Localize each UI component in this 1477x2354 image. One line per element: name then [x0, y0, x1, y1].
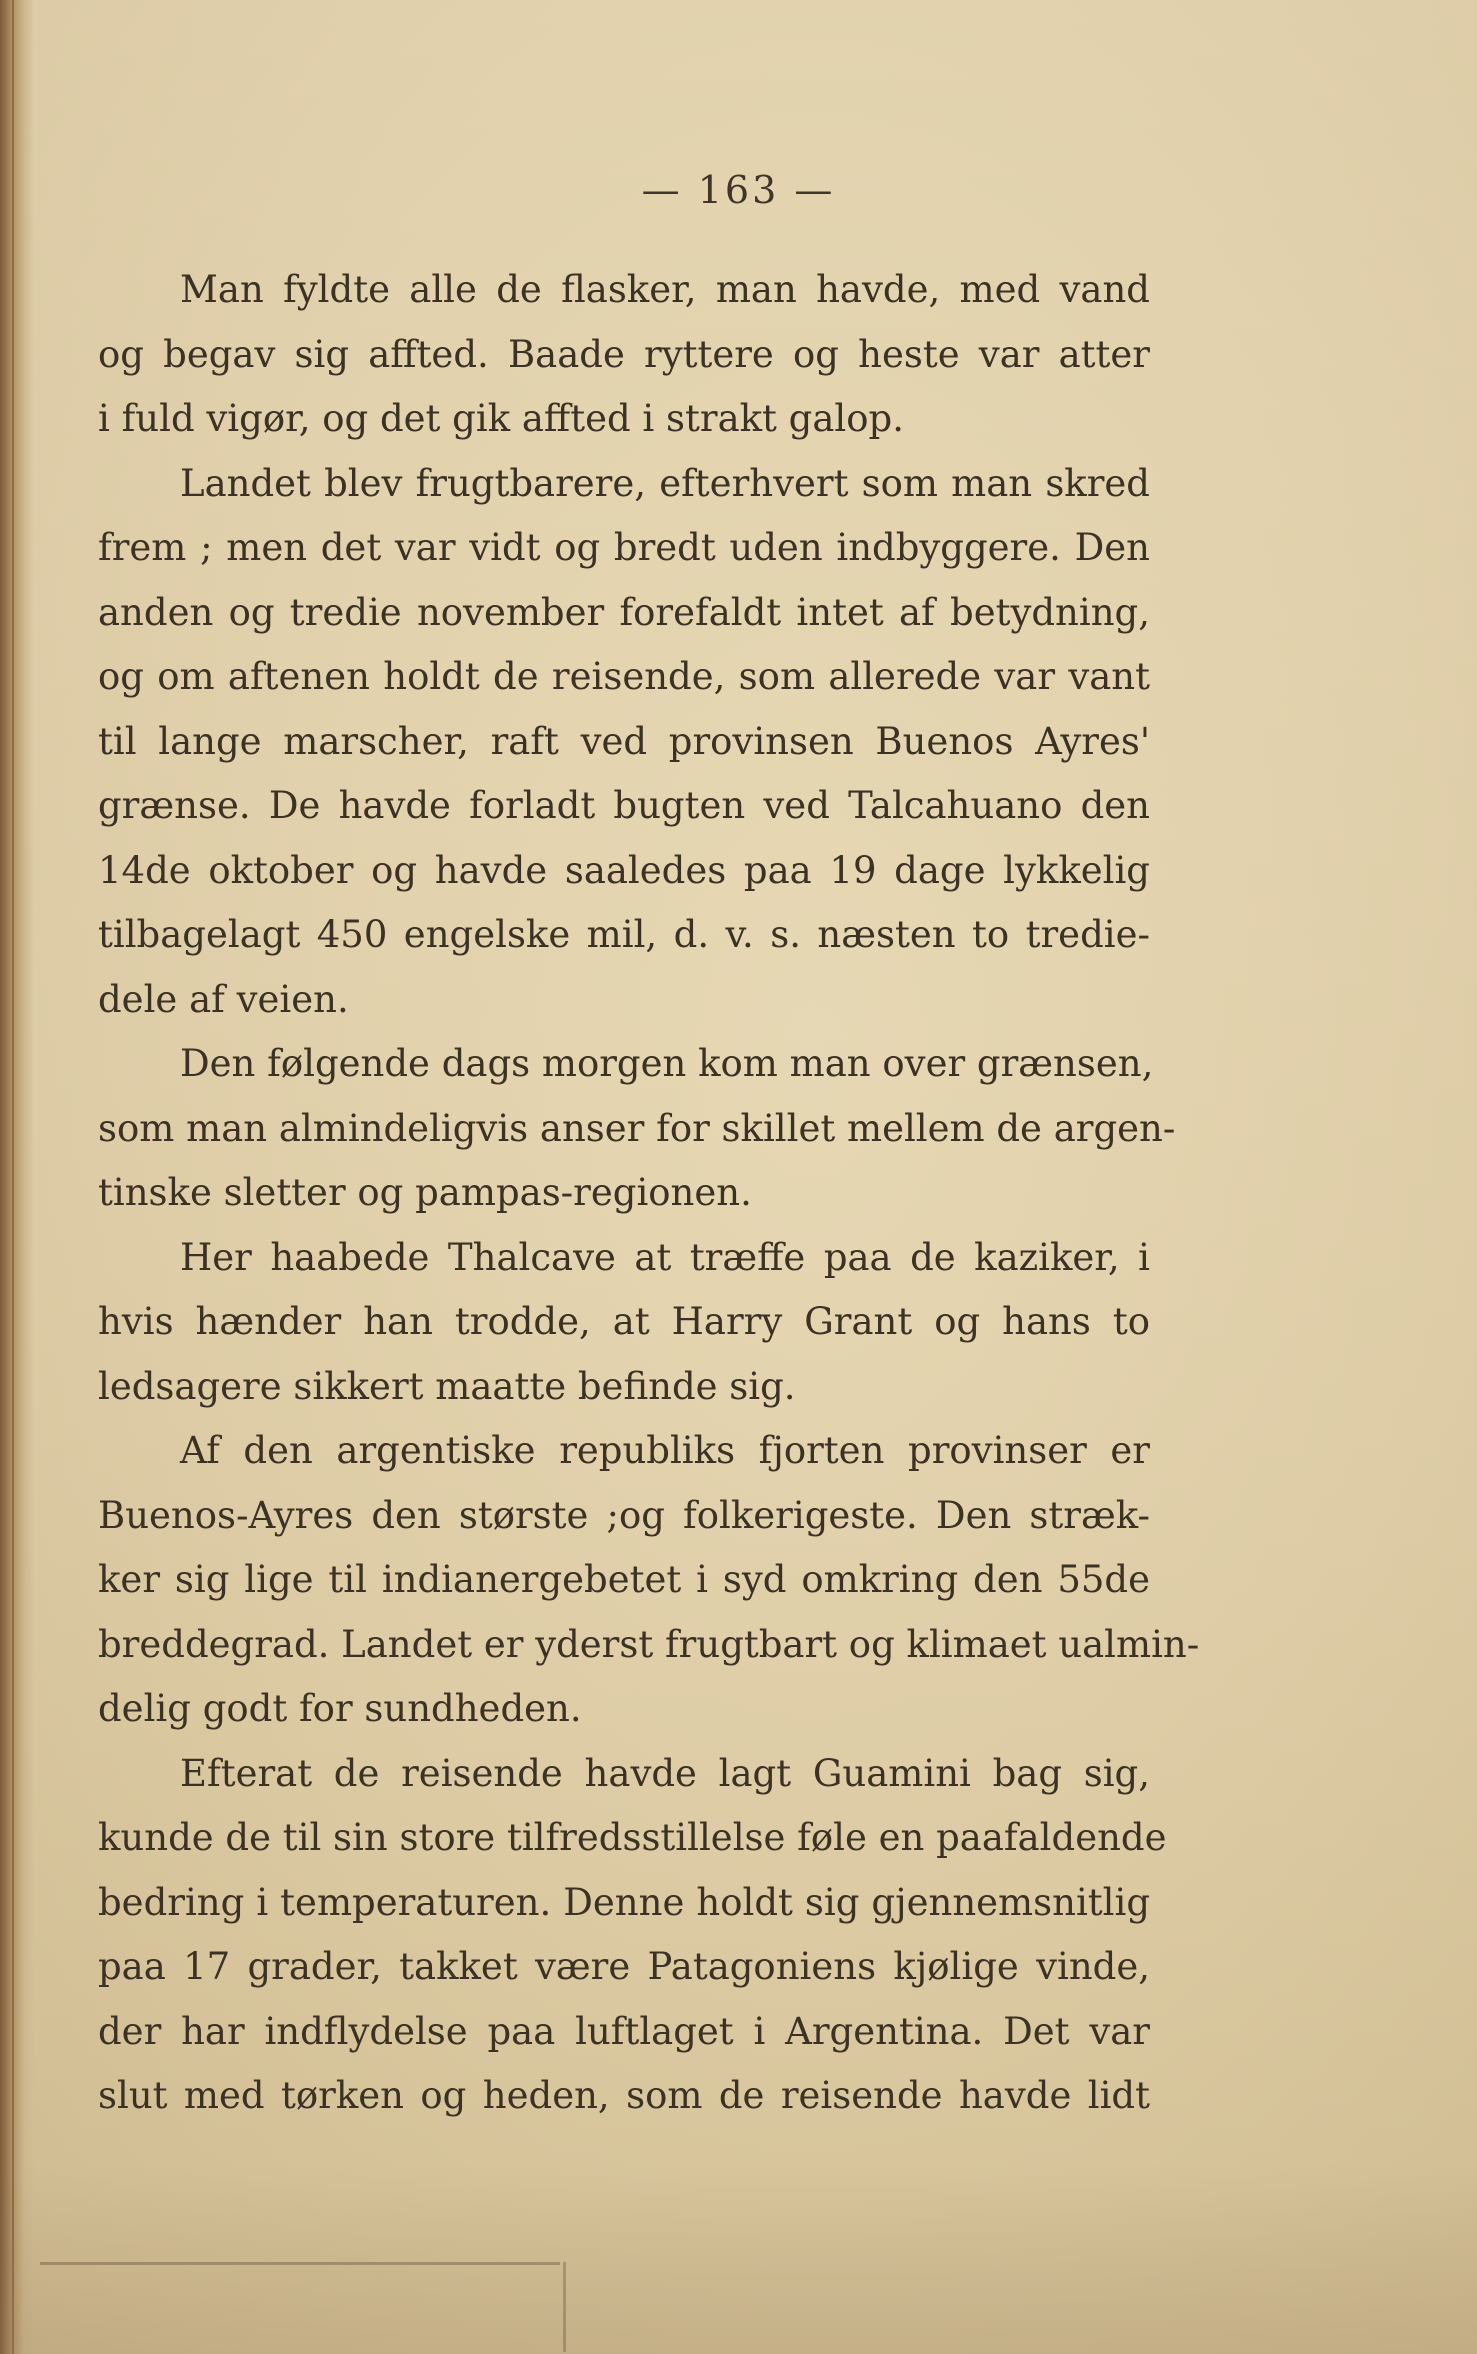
text-line: frem ; men det var vidt og bredt uden indbyggere. Den [98, 526, 1150, 569]
text-line: Af den argentiske republiks fjorten provinser er [180, 1429, 1150, 1472]
book-gutter [0, 0, 34, 2354]
page-bottom-shadow [0, 2164, 1477, 2354]
bottom-edge-mark-vertical [563, 2262, 566, 2352]
text-line: hvis hænder han trodde, at Harry Grant og hans to [98, 1300, 1150, 1343]
text-line: slut med tørken og heden, som de reisende havde lidt [98, 2074, 1150, 2117]
text-line: ker sig lige til indianergebetet i syd omkring den 55de [98, 1558, 1150, 1601]
text-line: og om aftenen holdt de reisende, som allerede var vant [98, 655, 1150, 698]
text-line: som man almindeligvis anser for skillet mellem de argen- [98, 1106, 1176, 1150]
text-line: dele af veien. [98, 977, 349, 1021]
text-line: delig godt for sundheden. [98, 1687, 582, 1730]
text-line: kunde de til sin store tilfredsstillelse føle en paafaldende [98, 1816, 1167, 1859]
text-line: der har indflydelse paa luftlaget i Argentina. Det var [98, 2009, 1150, 2053]
text-line: til lange marscher, raft ved provinsen Buenos Ayres' [98, 719, 1150, 763]
text-line: Den følgende dags morgen kom man over grænsen, [180, 1042, 1154, 1085]
text-line: 14de oktober og havde saaledes paa 19 dage lykkelig [98, 848, 1150, 892]
text-line: i fuld vigør, og det gik affted i strakt galop. [98, 397, 904, 440]
text-line: paa 17 grader, takket være Patagoniens kjølige vinde, [98, 1945, 1150, 1988]
page-number: — 163 — [641, 168, 836, 212]
text-line: tinske sletter og pampas-regionen. [98, 1171, 752, 1214]
body-text [98, 258, 1200, 2129]
text-line: Man fyldte alle de flasker, man havde, med vand [180, 268, 1150, 311]
text-line: og begav sig affted. Baade ryttere og heste var atter [98, 332, 1150, 376]
text-line: grænse. De havde forladt bugten ved Talcahuano den [98, 784, 1150, 827]
text-line: Landet blev frugtbarere, efterhvert som man skred [180, 461, 1150, 505]
text-line: anden og tredie november forefaldt intet af betydning, [98, 590, 1150, 634]
text-line: breddegrad. Landet er yderst frugtbart og klimaet ualmin- [98, 1622, 1200, 1666]
bottom-edge-mark [40, 2262, 560, 2265]
gutter-edge-line [12, 0, 14, 2354]
text-line: ledsagere sikkert maatte befinde sig. [98, 1364, 796, 1408]
text-line: bedring i temperaturen. Denne holdt sig gjennemsnitlig [98, 1880, 1150, 1924]
text-line: Efterat de reisende havde lagt Guamini bag sig, [180, 1751, 1150, 1795]
text-line: Buenos-Ayres den største ;og folkerigeste. Den stræk- [98, 1493, 1150, 1537]
text-line: Her haabede Thalcave at træffe paa de kaziker, i [180, 1235, 1150, 1279]
text-line: tilbagelagt 450 engelske mil, d. v. s. næsten to tredie- [98, 913, 1150, 956]
